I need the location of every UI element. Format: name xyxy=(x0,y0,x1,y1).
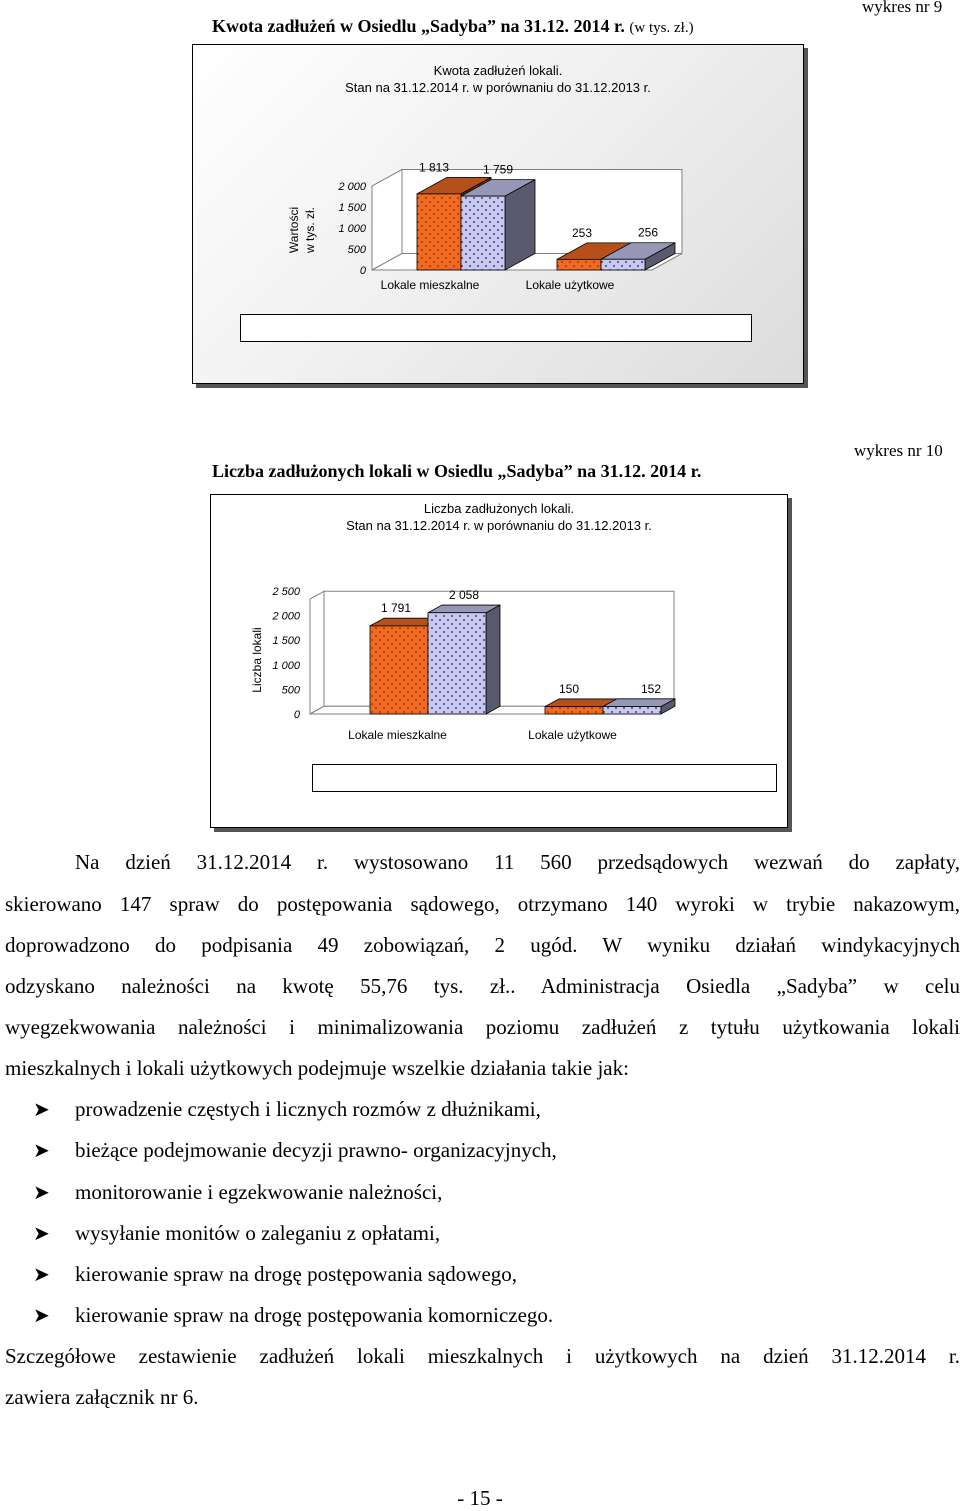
paragraph-line: skierowano 147 spraw do postępowania sądowego, otrzymano 140 wyroki w trybie nakazowym, xyxy=(5,892,960,916)
list-item xyxy=(33,1097,541,1121)
bar xyxy=(557,259,601,270)
bar xyxy=(461,196,505,270)
y-axis-title: Liczba lokali xyxy=(250,627,264,693)
chart2-heading: Liczba zadłużonych lokali w Osiedlu „Sadyba” na 31.12. 2014 r. xyxy=(212,461,702,481)
y-tick-label: 2 500 xyxy=(272,586,300,598)
paragraph-line: wyegzekwowania należności i minimalizowania poziomu zadłużeń z tytułu użytkowania lokali xyxy=(5,1015,960,1039)
bar xyxy=(370,626,428,714)
y-tick-label: 0 xyxy=(359,265,366,277)
y-tick-label: 1 500 xyxy=(338,202,366,214)
list-item-text: prowadzenie częstych i licznych rozmów z dłużnikami, xyxy=(75,1097,541,1121)
data-label: 152 xyxy=(640,681,662,696)
paragraph-line: odzyskano należności na kwotę 55,76 tys. zł.. Administracja Osiedla „Sadyba” w celu xyxy=(5,974,960,998)
paragraph-line: Szczegółowe zestawienie zadłużeń lokali mieszkalnych i użytkowych na dzień 31.12.2014 r. xyxy=(5,1344,960,1368)
chart2-title-line1: Liczba zadłużonych lokali. xyxy=(423,501,575,516)
y-tick-label: 1 000 xyxy=(272,659,300,672)
chart2-number-label: wykres nr 10 xyxy=(854,441,943,460)
data-label: 150 xyxy=(558,681,580,696)
data-label: 2 058 xyxy=(448,588,480,603)
y-tick-label: 2 000 xyxy=(338,181,366,193)
bar xyxy=(545,707,603,714)
list-item xyxy=(33,1221,440,1245)
data-label: 1 791 xyxy=(380,601,412,616)
list-item-text: wysyłanie monitów o zaleganiu z opłatami, xyxy=(75,1221,441,1245)
y-tick-label: 1 000 xyxy=(338,223,366,235)
chart1-heading-bold: Kwota zadłużeń w Osiedlu „Sadyba” na 31.12. 2014 r. xyxy=(212,16,625,36)
y-tick-label: 2 000 xyxy=(272,610,300,623)
y-axis-title: w tys. zł. xyxy=(303,206,317,254)
y-tick-label: 0 xyxy=(293,709,300,721)
bar xyxy=(601,259,645,270)
list-item xyxy=(33,1138,557,1162)
bar xyxy=(603,707,661,714)
category-label: Lokale użytkowe xyxy=(528,728,617,742)
side-wall xyxy=(310,591,324,714)
chart1-heading xyxy=(212,16,694,37)
side-wall xyxy=(372,170,402,271)
list-item xyxy=(33,1303,553,1327)
chart2-title-line2: Stan na 31.12.2014 r. w porównaniu do 31.12.2013 r. xyxy=(346,518,652,533)
list-item-text: bieżące podejmowanie decyzji prawno- organizacyjnych, xyxy=(75,1138,557,1162)
list-item xyxy=(33,1262,517,1286)
paragraph-line: doprowadzono do podpisania 49 zobowiązań, 2 ugód. W wyniku działań windykacyjnych xyxy=(5,933,960,957)
list-item-text: kierowanie spraw na drogę postępowania komorniczego. xyxy=(75,1303,554,1327)
bar xyxy=(428,613,486,714)
paragraph-line: mieszkalnych i lokali użytkowych podejmuje wszelkie działania takie jak: xyxy=(5,1056,629,1080)
data-label: 1 759 xyxy=(482,162,514,177)
bar-side xyxy=(486,605,500,714)
y-axis-title: Wartości xyxy=(287,206,301,254)
arrow-bullet-icon: ➤ xyxy=(33,1138,50,1162)
data-label: 256 xyxy=(637,225,659,240)
page-number: - 15 - xyxy=(457,1486,503,1510)
paragraph-line: Na dzień 31.12.2014 r. wystosowano 11 560 przedsądowych wezwań do zapłaty, xyxy=(75,850,960,874)
arrow-bullet-icon: ➤ xyxy=(33,1262,50,1286)
arrow-bullet-icon: ➤ xyxy=(33,1180,50,1204)
data-label: 1 813 xyxy=(418,160,450,175)
chart1-number-label: wykres nr 9 xyxy=(862,0,943,16)
list-item xyxy=(33,1180,442,1204)
chart2-legend xyxy=(312,764,777,792)
category-label: Lokale użytkowe xyxy=(525,278,615,292)
category-label: Lokale mieszkalne xyxy=(380,278,480,292)
data-label: 253 xyxy=(571,225,593,240)
chart1-title-line1: Kwota zadłużeń lokali. xyxy=(433,63,563,78)
list-item-text: monitorowanie i egzekwowanie należności, xyxy=(75,1180,443,1204)
category-label: Lokale mieszkalne xyxy=(348,728,447,742)
y-tick-label: 500 xyxy=(281,684,300,697)
chart1-heading-unit: (w tys. zł.) xyxy=(629,20,694,36)
bar xyxy=(417,194,461,270)
y-tick-label: 1 500 xyxy=(272,635,300,648)
chart1-legend xyxy=(240,314,752,342)
paragraph-line: zawiera załącznik nr 6. xyxy=(5,1385,199,1409)
list-item-text: kierowanie spraw na drogę postępowania sądowego, xyxy=(75,1262,518,1286)
arrow-bullet-icon: ➤ xyxy=(33,1097,50,1121)
y-tick-label: 500 xyxy=(347,244,366,256)
arrow-bullet-icon: ➤ xyxy=(33,1221,50,1245)
chart1-title-line2: Stan na 31.12.2014 r. w porównaniu do 31.12.2013 r. xyxy=(345,80,651,95)
arrow-bullet-icon: ➤ xyxy=(33,1303,50,1327)
